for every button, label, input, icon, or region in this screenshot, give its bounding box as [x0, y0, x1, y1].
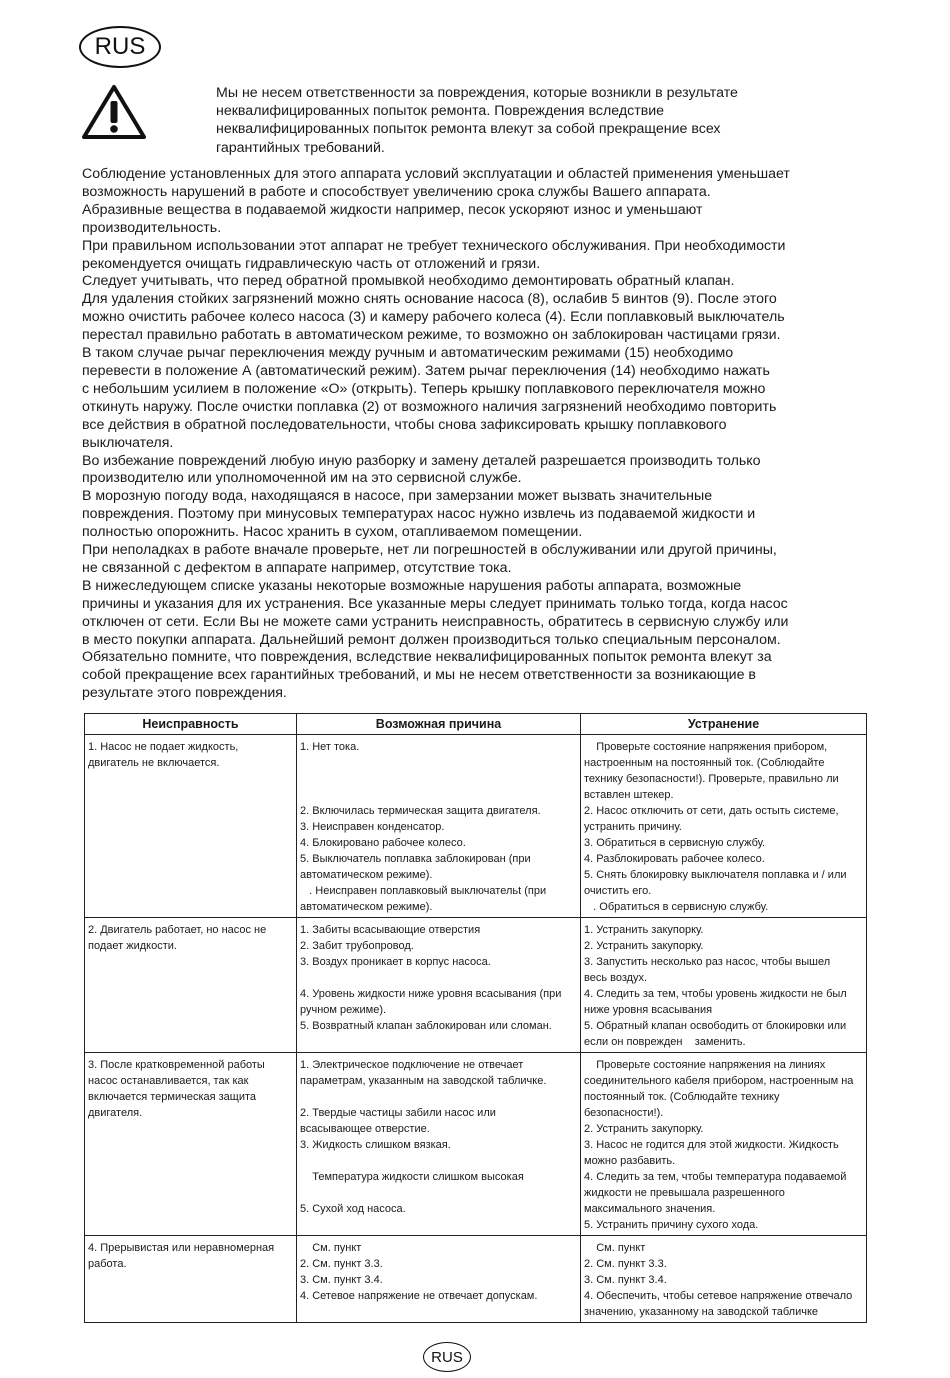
fault-line: 3. После кратковременной работы	[88, 1059, 265, 1071]
remedy-line: жидкости не превышала разрешенного	[584, 1187, 785, 1199]
table-row	[85, 1053, 867, 1236]
cell-remedy	[581, 1236, 867, 1323]
remedy-line: 2. См. пункт 3.3.	[584, 1258, 667, 1270]
remedy-line: 4. Разблокировать рабочее колесо.	[584, 853, 765, 865]
body-line: с небольшим усилием в положение «О» (открыть). Теперь крышку поплавкового переключателя можно	[82, 380, 766, 397]
fault-line: 1. Насос не подает жидкость,	[88, 741, 239, 753]
remedy-line: Проверьте состояние напряжения на линиях	[584, 1059, 826, 1071]
body-line: не связанной с дефектом в аппарате например, отсутствие тока.	[82, 559, 512, 576]
body-line: При правильном использовании этот аппарат не требует технического обслуживания. При необходимости	[82, 237, 786, 254]
remedy-line: постоянный ток. (Соблюдайте технику	[584, 1091, 780, 1103]
cause-line: . Неисправен поплавковый выключательt (при	[300, 885, 547, 897]
cause-line	[300, 771, 578, 787]
remedy-line: . Обратиться в сервисную службу.	[584, 901, 769, 913]
cell-cause	[297, 1053, 581, 1236]
remedy-line: соединительного кабеля прибором, настроенным на	[584, 1075, 854, 1087]
cause-line	[300, 970, 578, 986]
cause-line	[300, 787, 578, 803]
remedy-line: 4. Обеспечить, чтобы сетевое напряжение отвечало	[584, 1290, 853, 1302]
table-header-row	[85, 714, 867, 735]
remedy-line: ниже уровня всасывания	[584, 1004, 713, 1016]
cell-cause	[297, 918, 581, 1053]
cause-line: 3. Неисправен конденсатор.	[300, 821, 445, 833]
fault-line: подает жидкости.	[88, 940, 177, 952]
remedy-line: 3. Насос не годится для этой жидкости. Жидкость	[584, 1139, 839, 1151]
cause-line	[300, 1153, 578, 1169]
remedy-line: 5. Устранить причину сухого хода.	[584, 1219, 759, 1231]
body-line: откинуть наружу. После очистки поплавка (2) от возможного наличия загрязнений необходимо повторить	[82, 398, 777, 415]
warning-line: Мы не несем ответственности за повреждения, которые возникли в результате	[216, 85, 738, 101]
remedy-line: 4. Следить за тем, чтобы уровень жидкости не был	[584, 988, 847, 1000]
body-line: в место покупки аппарата. Дальнейший ремонт должен производиться только специальным персоналом.	[82, 631, 781, 648]
body-line: причины и указания для их устранения. Все указанные меры следует принимать только тогда, когда насос	[82, 595, 788, 612]
remedy-line: См. пункт	[584, 1242, 646, 1254]
remedy-line: 3. Запустить несколько раз насос, чтобы вышел	[584, 956, 831, 968]
cause-line: 1. Электрическое подключение не отвечает	[300, 1059, 524, 1071]
language-badge-bottom: RUS	[423, 1342, 471, 1372]
body-line: повреждения. Поэтому при минусовых температурах насос нужно извлечь из подаваемой жидкости и	[82, 506, 756, 523]
cell-cause	[297, 735, 581, 918]
cause-line	[300, 1089, 578, 1105]
remedy-line: если он поврежден заменить.	[584, 1036, 746, 1048]
remedy-line: Проверьте состояние напряжения прибором,	[584, 741, 828, 753]
remedy-line: 5. Снять блокировку выключателя поплавка и / или	[584, 869, 847, 881]
remedy-line: устранить причину.	[584, 821, 682, 833]
cell-remedy	[581, 918, 867, 1053]
cause-line: 4. Сетевое напряжение не отвечает допускам.	[300, 1290, 538, 1302]
remedy-line: 2. Устранить закупорку.	[584, 1123, 704, 1135]
body-line: полностью опорожнить. Насос хранить в сухом, отапливаемом помещении.	[82, 524, 583, 541]
cause-line: 1. Забиты всасывающие отверстия	[300, 924, 481, 936]
body-line: В нижеследующем списке указаны некоторые возможные нарушения работы аппарата, возможные	[82, 577, 742, 594]
cause-line: параметрам, указанным на заводской табличке.	[300, 1075, 547, 1087]
body-line: результате этого повреждения.	[82, 685, 287, 702]
remedy-line: 4. Следить за тем, чтобы температура подаваемой	[584, 1171, 847, 1183]
remedy-line: очистить его.	[584, 885, 652, 897]
body-line: В таком случае рычаг переключения между ручным и автоматическим режимами (15) необходимо	[82, 345, 734, 362]
body-line: В морозную погоду вода, находящаяся в насосе, при замерзании может вызвать значительные	[82, 488, 713, 505]
cell-cause	[297, 1236, 581, 1323]
remedy-line: значению, указанному на заводской табличке	[584, 1306, 819, 1318]
cause-line: 5. Выключатель поплавка заблокирован (при	[300, 853, 531, 865]
cause-line: 5. Сухой ход насоса.	[300, 1203, 406, 1215]
warning-line: неквалифицированных попыток ремонта влекут за собой прекращение всех	[216, 121, 721, 138]
body-line: все действия в обратной последовательности, чтобы снова зафиксировать крышку поплавкового	[82, 416, 727, 433]
fault-line: двигателя.	[88, 1107, 143, 1119]
remedy-line: 3. Обратиться в сервисную службу.	[584, 837, 766, 849]
fault-line: 2. Двигатель работает, но насос не	[88, 924, 267, 936]
body-line: собой прекращение всех гарантийных требований, и мы не несем ответственности за возникающие в	[82, 667, 756, 684]
cause-line: Температура жидкости слишком высокая	[300, 1171, 524, 1183]
cause-line: 5. Возвратный клапан заблокирован или сломан.	[300, 1020, 552, 1032]
remedy-line: настроенным на постоянный ток. (Соблюдайте	[584, 757, 825, 769]
cause-line: 1. Нет тока.	[300, 741, 360, 753]
cause-line: См. пункт	[300, 1242, 362, 1254]
body-line: возможность нарушений в работе и способствует увеличению срока службы Вашего аппарата.	[82, 183, 711, 200]
remedy-line: максимального значения.	[584, 1203, 716, 1215]
warning-note	[216, 84, 836, 157]
remedy-line: весь воздух.	[584, 972, 648, 984]
cause-line: 4. Уровень жидкости ниже уровня всасывания (при	[300, 988, 562, 1000]
cause-line: 3. Жидкость слишком вязкая.	[300, 1139, 451, 1151]
body-line: рекомендуется очищать гидравлическую часть от отложений и грязи.	[82, 255, 541, 272]
cause-line: всасывающее отверстие.	[300, 1123, 430, 1135]
cause-line: 4. Блокировано рабочее колесо.	[300, 837, 466, 849]
fault-line: 4. Прерывистая или неравномерная	[88, 1242, 275, 1254]
cell-fault	[85, 1053, 297, 1236]
cell-fault	[85, 1236, 297, 1323]
language-badge-top: RUS	[79, 26, 161, 68]
cause-line: 3. Воздух проникает в корпус насоса.	[300, 956, 491, 968]
remedy-line: безопасности!).	[584, 1107, 664, 1119]
fault-line: включается термическая защита	[88, 1091, 257, 1103]
cause-line: 2. Забит трубопровод.	[300, 940, 414, 952]
body-line: можно очистить рабочее колесо насоса (3) и камеру рабочего колеса (4). Если поплавковый выключатель	[82, 309, 785, 326]
warning-line: гарантийных требований.	[216, 139, 385, 156]
cause-line: ручном режиме).	[300, 1004, 387, 1016]
body-line: производительность.	[82, 219, 222, 236]
fault-line: работа.	[88, 1258, 127, 1270]
remedy-line: 5. Обратный клапан освободить от блокировки или	[584, 1020, 847, 1032]
maintenance-instructions	[82, 166, 870, 703]
cause-line: автоматическом режиме).	[300, 901, 433, 913]
cause-line: автоматическом режиме).	[300, 869, 433, 881]
cell-fault	[85, 918, 297, 1053]
remedy-line: вставлен штекер.	[584, 789, 674, 801]
column-header-remedy: Устранение	[581, 714, 867, 735]
table-row	[85, 735, 867, 918]
warning-triangle-icon	[81, 84, 147, 140]
column-header-fault: Неисправность	[85, 714, 297, 735]
body-line: Обязательно помните, что повреждения, вследствие неквалифицированных попыток ремонта влекут за	[82, 649, 772, 666]
remedy-line: технику безопасности!). Проверьте, правильно ли	[584, 773, 839, 785]
column-header-cause: Возможная причина	[297, 714, 581, 735]
cell-remedy	[581, 735, 867, 918]
body-line: Абразивные вещества в подаваемой жидкости например, песок ускоряют износ и уменьшают	[82, 201, 703, 218]
cell-fault	[85, 735, 297, 918]
cause-line: 3. См. пункт 3.4.	[300, 1274, 383, 1286]
body-line: При неполадках в работе вначале проверьте, нет ли погрешностей в обслуживании или другой причины,	[82, 542, 777, 559]
cell-remedy	[581, 1053, 867, 1236]
body-line: Следует учитывать, что перед обратной промывкой необходимо демонтировать обратный клапан.	[82, 273, 735, 290]
body-line: производителю или уполномоченной им на это сервисной службе.	[82, 470, 522, 487]
body-line: выключателя.	[82, 434, 174, 451]
remedy-line: 3. См. пункт 3.4.	[584, 1274, 667, 1286]
warning-line: неквалифицированных попыток ремонта. Повреждения вследствие	[216, 103, 665, 120]
remedy-line: 1. Устранить закупорку.	[584, 924, 704, 936]
fault-line: двигатель не включается.	[88, 757, 220, 769]
remedy-line: 2. Насос отключить от сети, дать остыть системе,	[584, 805, 839, 817]
body-line: Соблюдение установленных для этого аппарата условий эксплуатации и областей применения уменьшает	[82, 166, 790, 182]
body-line: перевести в положение А (автоматический режим). Затем рычаг переключения (14) необходимо нажать	[82, 362, 770, 379]
troubleshooting-table	[84, 713, 867, 1323]
remedy-line: можно разбавить.	[584, 1155, 676, 1167]
table-row	[85, 1236, 867, 1323]
table-row	[85, 918, 867, 1053]
cause-line	[300, 755, 578, 771]
cause-line	[300, 1185, 578, 1201]
cause-line: 2. См. пункт 3.3.	[300, 1258, 383, 1270]
body-line: Для удаления стойких загрязнений можно снять основание насоса (8), ослабив 5 винтов (9). После этого	[82, 291, 777, 308]
body-line: Во избежание повреждений любую иную разборку и замену деталей разрешается производить только	[82, 452, 761, 469]
body-line: отключен от сети. Если Вы не можете сами устранить неисправность, обратитесь в сервисную службу или	[82, 613, 789, 630]
cause-line: 2. Твердые частицы забили насос или	[300, 1107, 496, 1119]
cause-line: 2. Включилась термическая защита двигателя.	[300, 805, 541, 817]
fault-line: насос останавливается, так как	[88, 1075, 249, 1087]
remedy-line: 2. Устранить закупорку.	[584, 940, 704, 952]
body-line: перестал правильно работать в автоматическом режиме, то возможно он заблокирован частицами грязи.	[82, 327, 781, 344]
